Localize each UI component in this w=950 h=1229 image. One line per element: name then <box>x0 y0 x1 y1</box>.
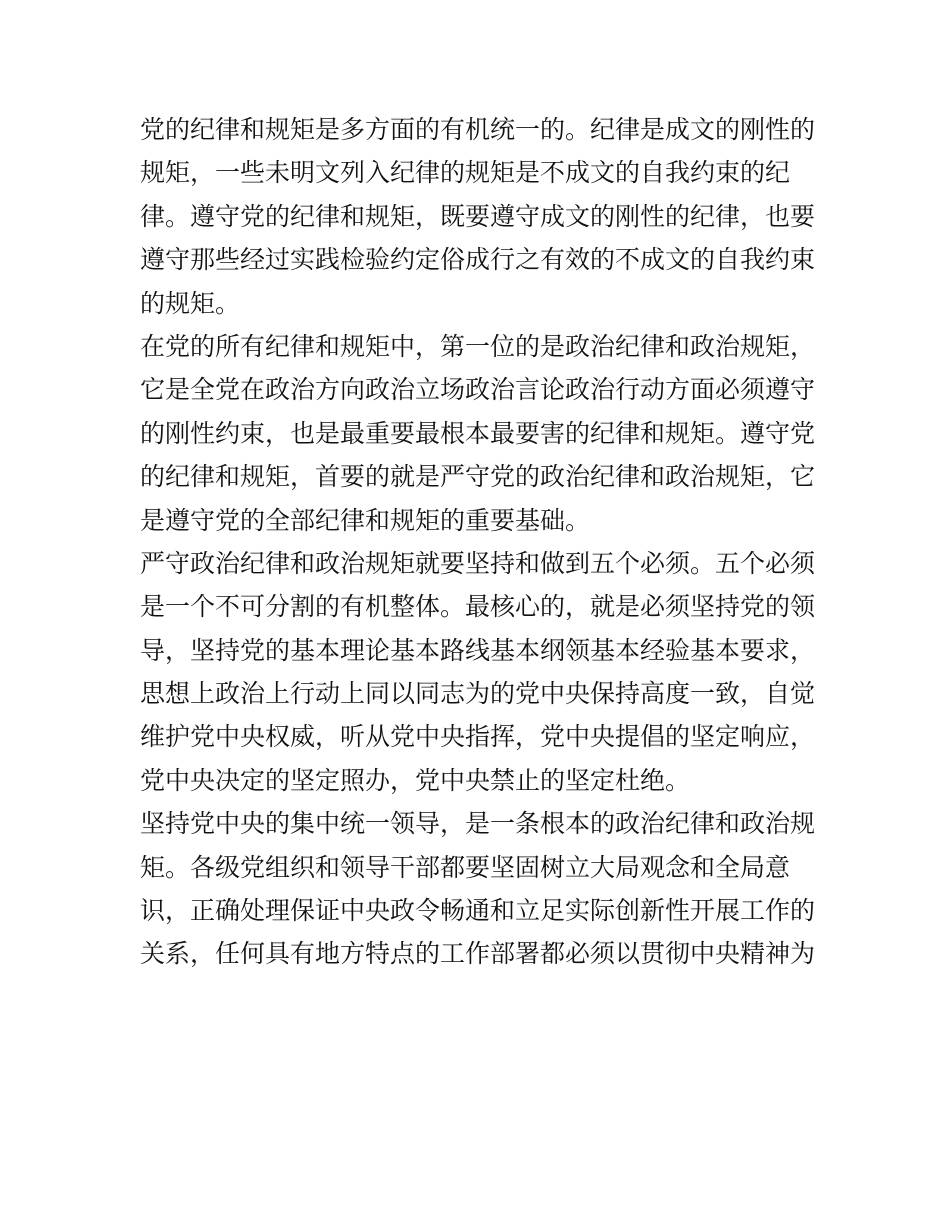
paragraph-4 <box>140 802 820 976</box>
text-line: 矩。各级党组织和领导干部都要坚固树立大局观念和全局意 <box>140 852 791 882</box>
paragraph-3 <box>140 542 820 802</box>
text-line: 是遵守党的全部纪律和规矩的重要基础。 <box>140 505 591 535</box>
document-body <box>140 108 820 976</box>
text-line: 党的纪律和规矩是多方面的有机统一的。纪律是成文的刚性的 <box>140 115 816 144</box>
text-line: 它是全党在政治方向政治立场政治言论政治行动方面必须遵守 <box>140 375 816 405</box>
text-line: 党中央决定的坚定照办，党中央禁止的坚定杜绝。 <box>140 765 691 795</box>
text-line: 导，坚持党的基本理论基本路线基本纲领基本经验基本要求， <box>140 635 816 665</box>
paragraph-1 <box>140 108 820 325</box>
text-line: 严守政治纪律和政治规矩就要坚持和做到五个必须。五个必须 <box>140 548 816 578</box>
text-line: 关系，任何具有地方特点的工作部署都必须以贯彻中央精神为 <box>140 939 816 969</box>
text-line: 思想上政治上行动上同以同志为的党中央保持高度一致，自觉 <box>140 679 816 709</box>
text-line: 的规矩。 <box>140 288 241 318</box>
paragraph-2 <box>140 325 820 542</box>
text-line: 坚持党中央的集中统一领导，是一条根本的政治纪律和政治规 <box>140 809 816 839</box>
text-line: 识，正确处理保证中央政令畅通和立足实际创新性开展工作的 <box>140 896 816 926</box>
text-line: 的刚性约束，也是最重要最根本最要害的纪律和规矩。遵守党 <box>140 418 816 448</box>
text-line: 是一个不可分割的有机整体。最核心的，就是必须坚持党的领 <box>140 592 816 622</box>
text-line: 的纪律和规矩，首要的就是严守党的政治纪律和政治规矩，它 <box>140 462 816 492</box>
text-line: 在党的所有纪律和规矩中，第一位的是政治纪律和政治规矩， <box>140 331 816 361</box>
text-line: 遵守那些经过实践检验约定俗成行之有效的不成文的自我约束 <box>140 245 816 275</box>
text-line: 规矩，一些未明文列入纪律的规矩是不成文的自我约束的纪 <box>140 158 791 188</box>
text-line: 维护党中央权威，听从党中央指挥，党中央提倡的坚定响应， <box>140 722 816 752</box>
text-line: 律。遵守党的纪律和规矩，既要遵守成文的刚性的纪律，也要 <box>140 201 816 231</box>
